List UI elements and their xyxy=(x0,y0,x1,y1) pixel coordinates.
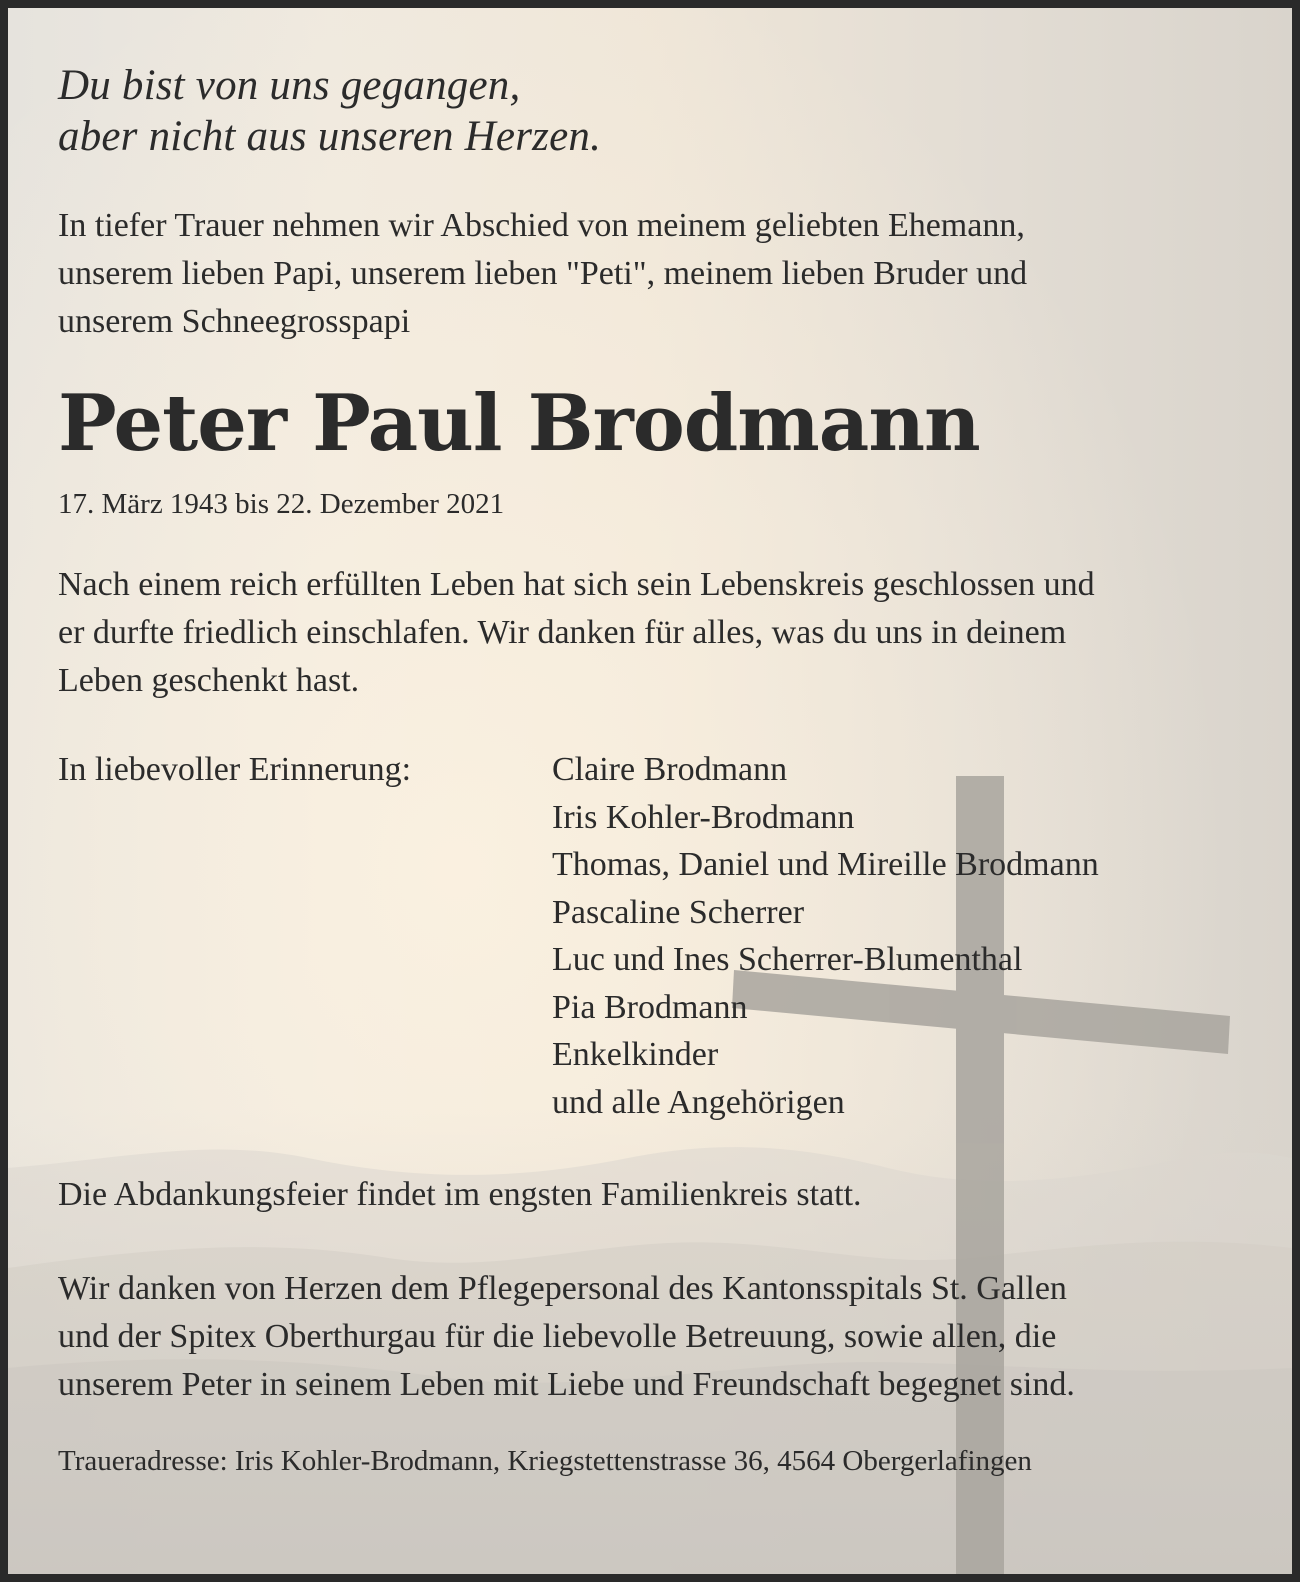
thanks-line: Wir danken von Herzen dem Pflegepersonal des Kantonsspitals St. Gallen xyxy=(58,1270,1067,1307)
intro-text xyxy=(58,202,1027,346)
life-dates: 17. März 1943 bis 22. Dezember 2021 xyxy=(58,488,505,520)
life-text-line: er durfte friedlich einschlafen. Wir danken für alles, was du uns in deinem xyxy=(58,614,1067,651)
thanks-line: und der Spitex Oberthurgau für die liebevolle Betreuung, sowie allen, die xyxy=(58,1318,1057,1355)
memory-label: In liebevoller Erinnerung: xyxy=(58,751,412,788)
ceremony-line: Die Abdankungsfeier findet im engsten Familienkreis statt. xyxy=(58,1176,862,1213)
mourner-item: und alle Angehörigen xyxy=(552,1083,845,1121)
mourner-item: Iris Kohler-Brodmann xyxy=(552,798,855,836)
intro-line: unserem Schneegrosspapi xyxy=(58,303,411,340)
motto-line: Du bist von uns gegangen, xyxy=(58,62,521,109)
mourner-item: Thomas, Daniel und Mireille Brodmann xyxy=(552,846,1099,883)
mourner-item: Pascaline Scherrer xyxy=(552,893,805,931)
deceased-name: Peter Paul Brodmann xyxy=(58,378,980,469)
life-text xyxy=(58,561,1095,705)
mourning-address: Traueradresse: Iris Kohler-Brodmann, Kriegstettenstrasse 36, 4564 Obergerlafingen xyxy=(58,1445,1032,1477)
mourners-list xyxy=(552,746,1099,1126)
ceremony-text xyxy=(58,1171,862,1219)
thanks-line: unserem Peter in seinem Leben mit Liebe und Freundschaft begegnet sind. xyxy=(58,1366,1075,1403)
intro-line: unserem lieben Papi, unserem lieben "Peti", meinem lieben Bruder und xyxy=(58,255,1028,292)
life-text-line: Nach einem reich erfüllten Leben hat sich sein Lebenskreis geschlossen und xyxy=(58,566,1095,603)
life-text-line: Leben geschenkt hast. xyxy=(58,662,360,699)
motto-quote xyxy=(58,60,601,162)
mourner-item: Luc und Ines Scherrer-Blumenthal xyxy=(552,941,1023,978)
mourner-item: Enkelkinder xyxy=(552,1036,719,1073)
mourner-item: Claire Brodmann xyxy=(552,751,788,788)
mourner-item: Pia Brodmann xyxy=(552,988,748,1026)
intro-line: In tiefer Trauer nehmen wir Abschied von meinem geliebten Ehemann, xyxy=(58,207,1025,244)
thanks-text xyxy=(58,1265,1075,1409)
motto-line: aber nicht aus unseren Herzen. xyxy=(58,113,602,160)
